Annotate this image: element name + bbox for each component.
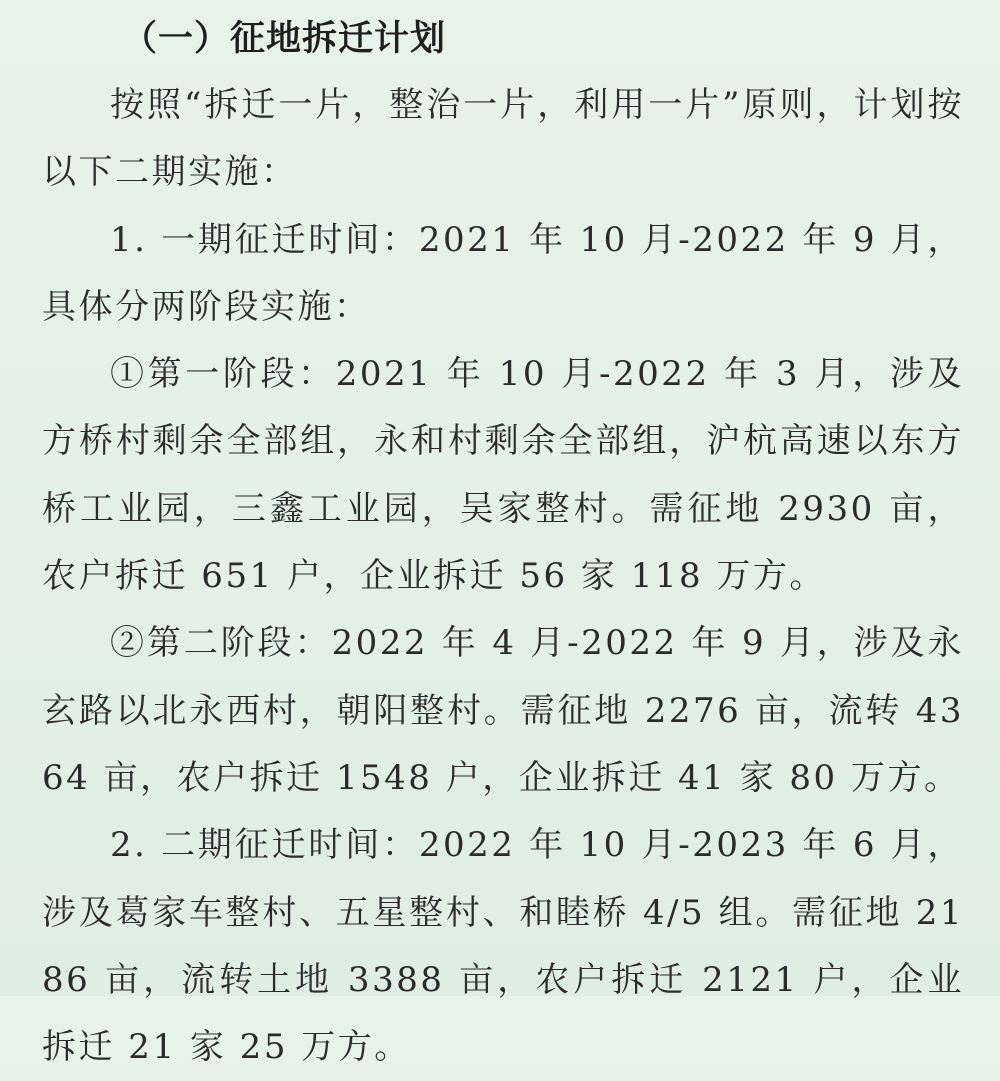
section-title: （一）征地拆迁计划 [122, 19, 447, 59]
paragraph-phase-one-time: 1. 一期征迁时间：2021 年 10 月-2022 年 9 月，具体分两阶段实施： [42, 219, 964, 327]
paragraph-phase-two-time: 2. 二期征迁时间：2022 年 10 月-2023 年 6 月，涉及葛家车整村、五星整村、和睦桥 4/5 组。需征地 2186 亩，流转土地 3388 亩，农户拆迁 2121 户，企业拆迁 21 家 25 万方。 [42, 825, 964, 1068]
paragraph-stage-one: ①第一阶段：2021 年 10 月-2022 年 3 月，涉及方桥村剩余全部组，永和村剩余全部组，沪杭高速以东方桥工业园，三鑫工业园，吴家整村。需征地 2930 亩，农户拆迁 651 户，企业拆迁 56 家 118 万方。 [42, 354, 964, 597]
paragraph-principle: 按照“拆迁一片，整治一片，利用一片”原则，计划按以下二期实施： [42, 85, 964, 193]
paragraph-stage-two: ②第二阶段：2022 年 4 月-2022 年 9 月，涉及永玄路以北永西村，朝阳整村。需征地 2276 亩，流转 4364 亩，农户拆迁 1548 户，企业拆迁 41 家 80 万方。 [42, 623, 964, 798]
